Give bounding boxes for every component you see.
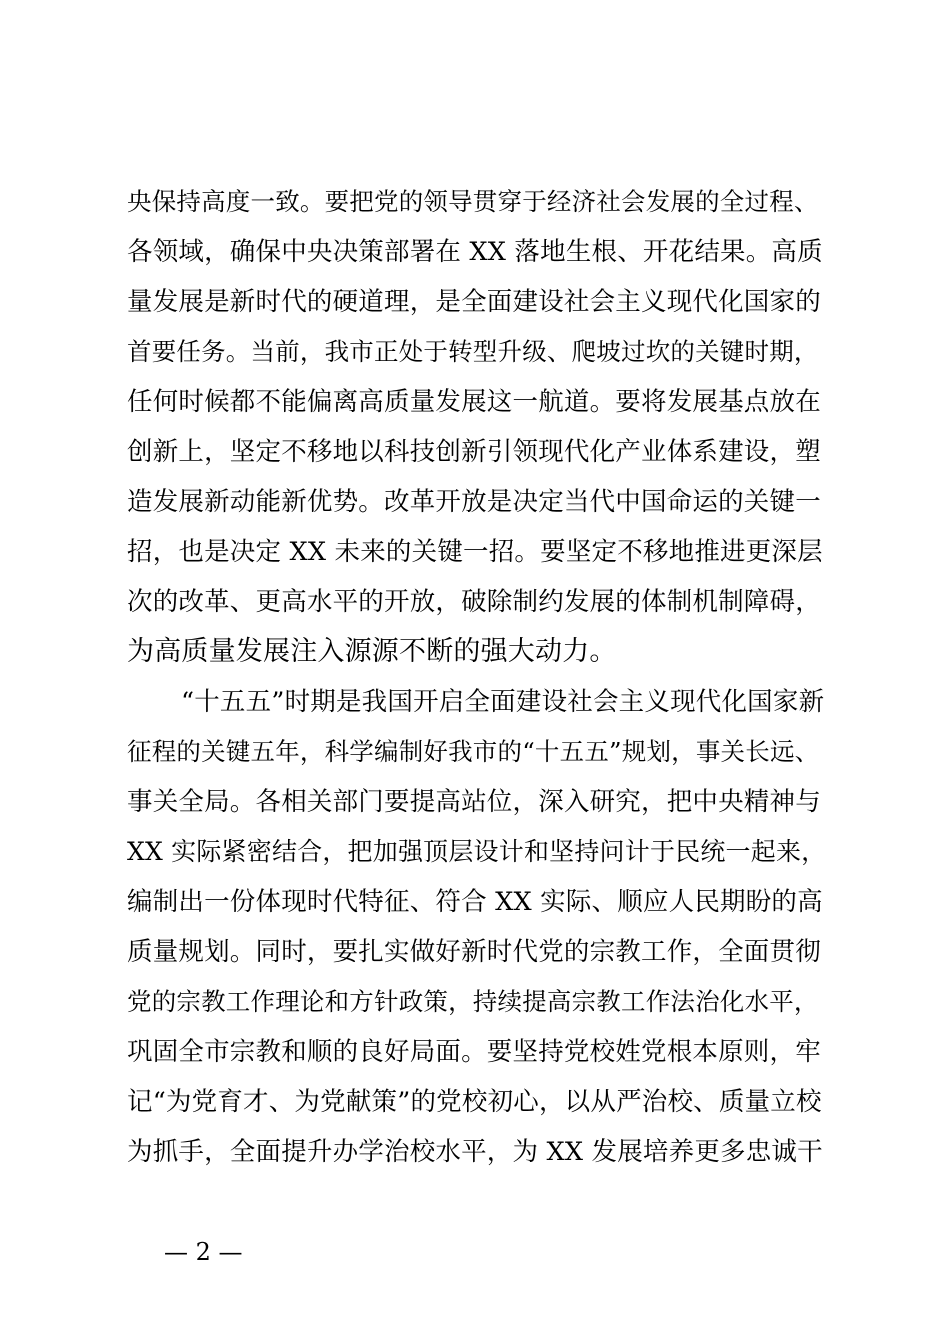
text-line: 创新上，坚定不移地以科技创新引领现代化产业体系建设，塑	[127, 437, 821, 467]
text-line: 巩固全市宗教和顺的良好局面。要坚持党校姓党根本原则，牢	[127, 1037, 821, 1067]
text-line: “十五五”时期是我国开启全面建设社会主义现代化国家新	[181, 687, 825, 717]
text-line: 事关全局。各相关部门要提高站位，深入研究，把中央精神与	[127, 787, 821, 817]
text-line: XX 实际紧密结合，把加强顶层设计和坚持问计于民统一起来，	[127, 837, 827, 866]
text-line: 央保持高度一致。要把党的领导贯穿于经济社会发展的全过程、	[127, 187, 819, 216]
text-line: 为抓手，全面提升办学治校水平，为 XX 发展培养更多忠诚干	[127, 1137, 823, 1167]
text-line: 各领域，确保中央决策部署在 XX 落地生根、开花结果。高质	[127, 237, 823, 267]
text-line: 量发展是新时代的硬道理，是全面建设社会主义现代化国家的	[127, 287, 821, 317]
text-line: 编制出一份体现时代特征、符合 XX 实际、顺应人民期盼的高	[127, 887, 823, 917]
text-line: 记“为党育才、为党献策”的党校初心，以从严治校、质量立校	[127, 1087, 822, 1117]
text-line: 首要任务。当前，我市正处于转型升级、爬坡过坎的关键时期，	[127, 337, 819, 366]
text-line: 征程的关键五年，科学编制好我市的“十五五”规划，事关长远、	[127, 737, 820, 766]
text-line: 造发展新动能新优势。改革开放是决定当代中国命运的关键一	[127, 487, 821, 517]
text-line: 招，也是决定 XX 未来的关键一招。要坚定不移地推进更深层	[127, 537, 823, 567]
text-line: 为高质量发展注入源源不断的强大动力。	[127, 636, 617, 667]
text-line: 质量规划。同时，要扎实做好新时代党的宗教工作，全面贯彻	[127, 937, 821, 967]
text-line: 次的改革、更高水平的开放，破除制约发展的体制机制障碍，	[127, 587, 821, 617]
text-line: 党的宗教工作理论和方针政策，持续提高宗教工作法治化水平，	[127, 987, 819, 1016]
page-number: — 2 —	[164, 1238, 243, 1266]
text-line: 任何时候都不能偏离高质量发展这一航道。要将发展基点放在	[127, 387, 821, 417]
